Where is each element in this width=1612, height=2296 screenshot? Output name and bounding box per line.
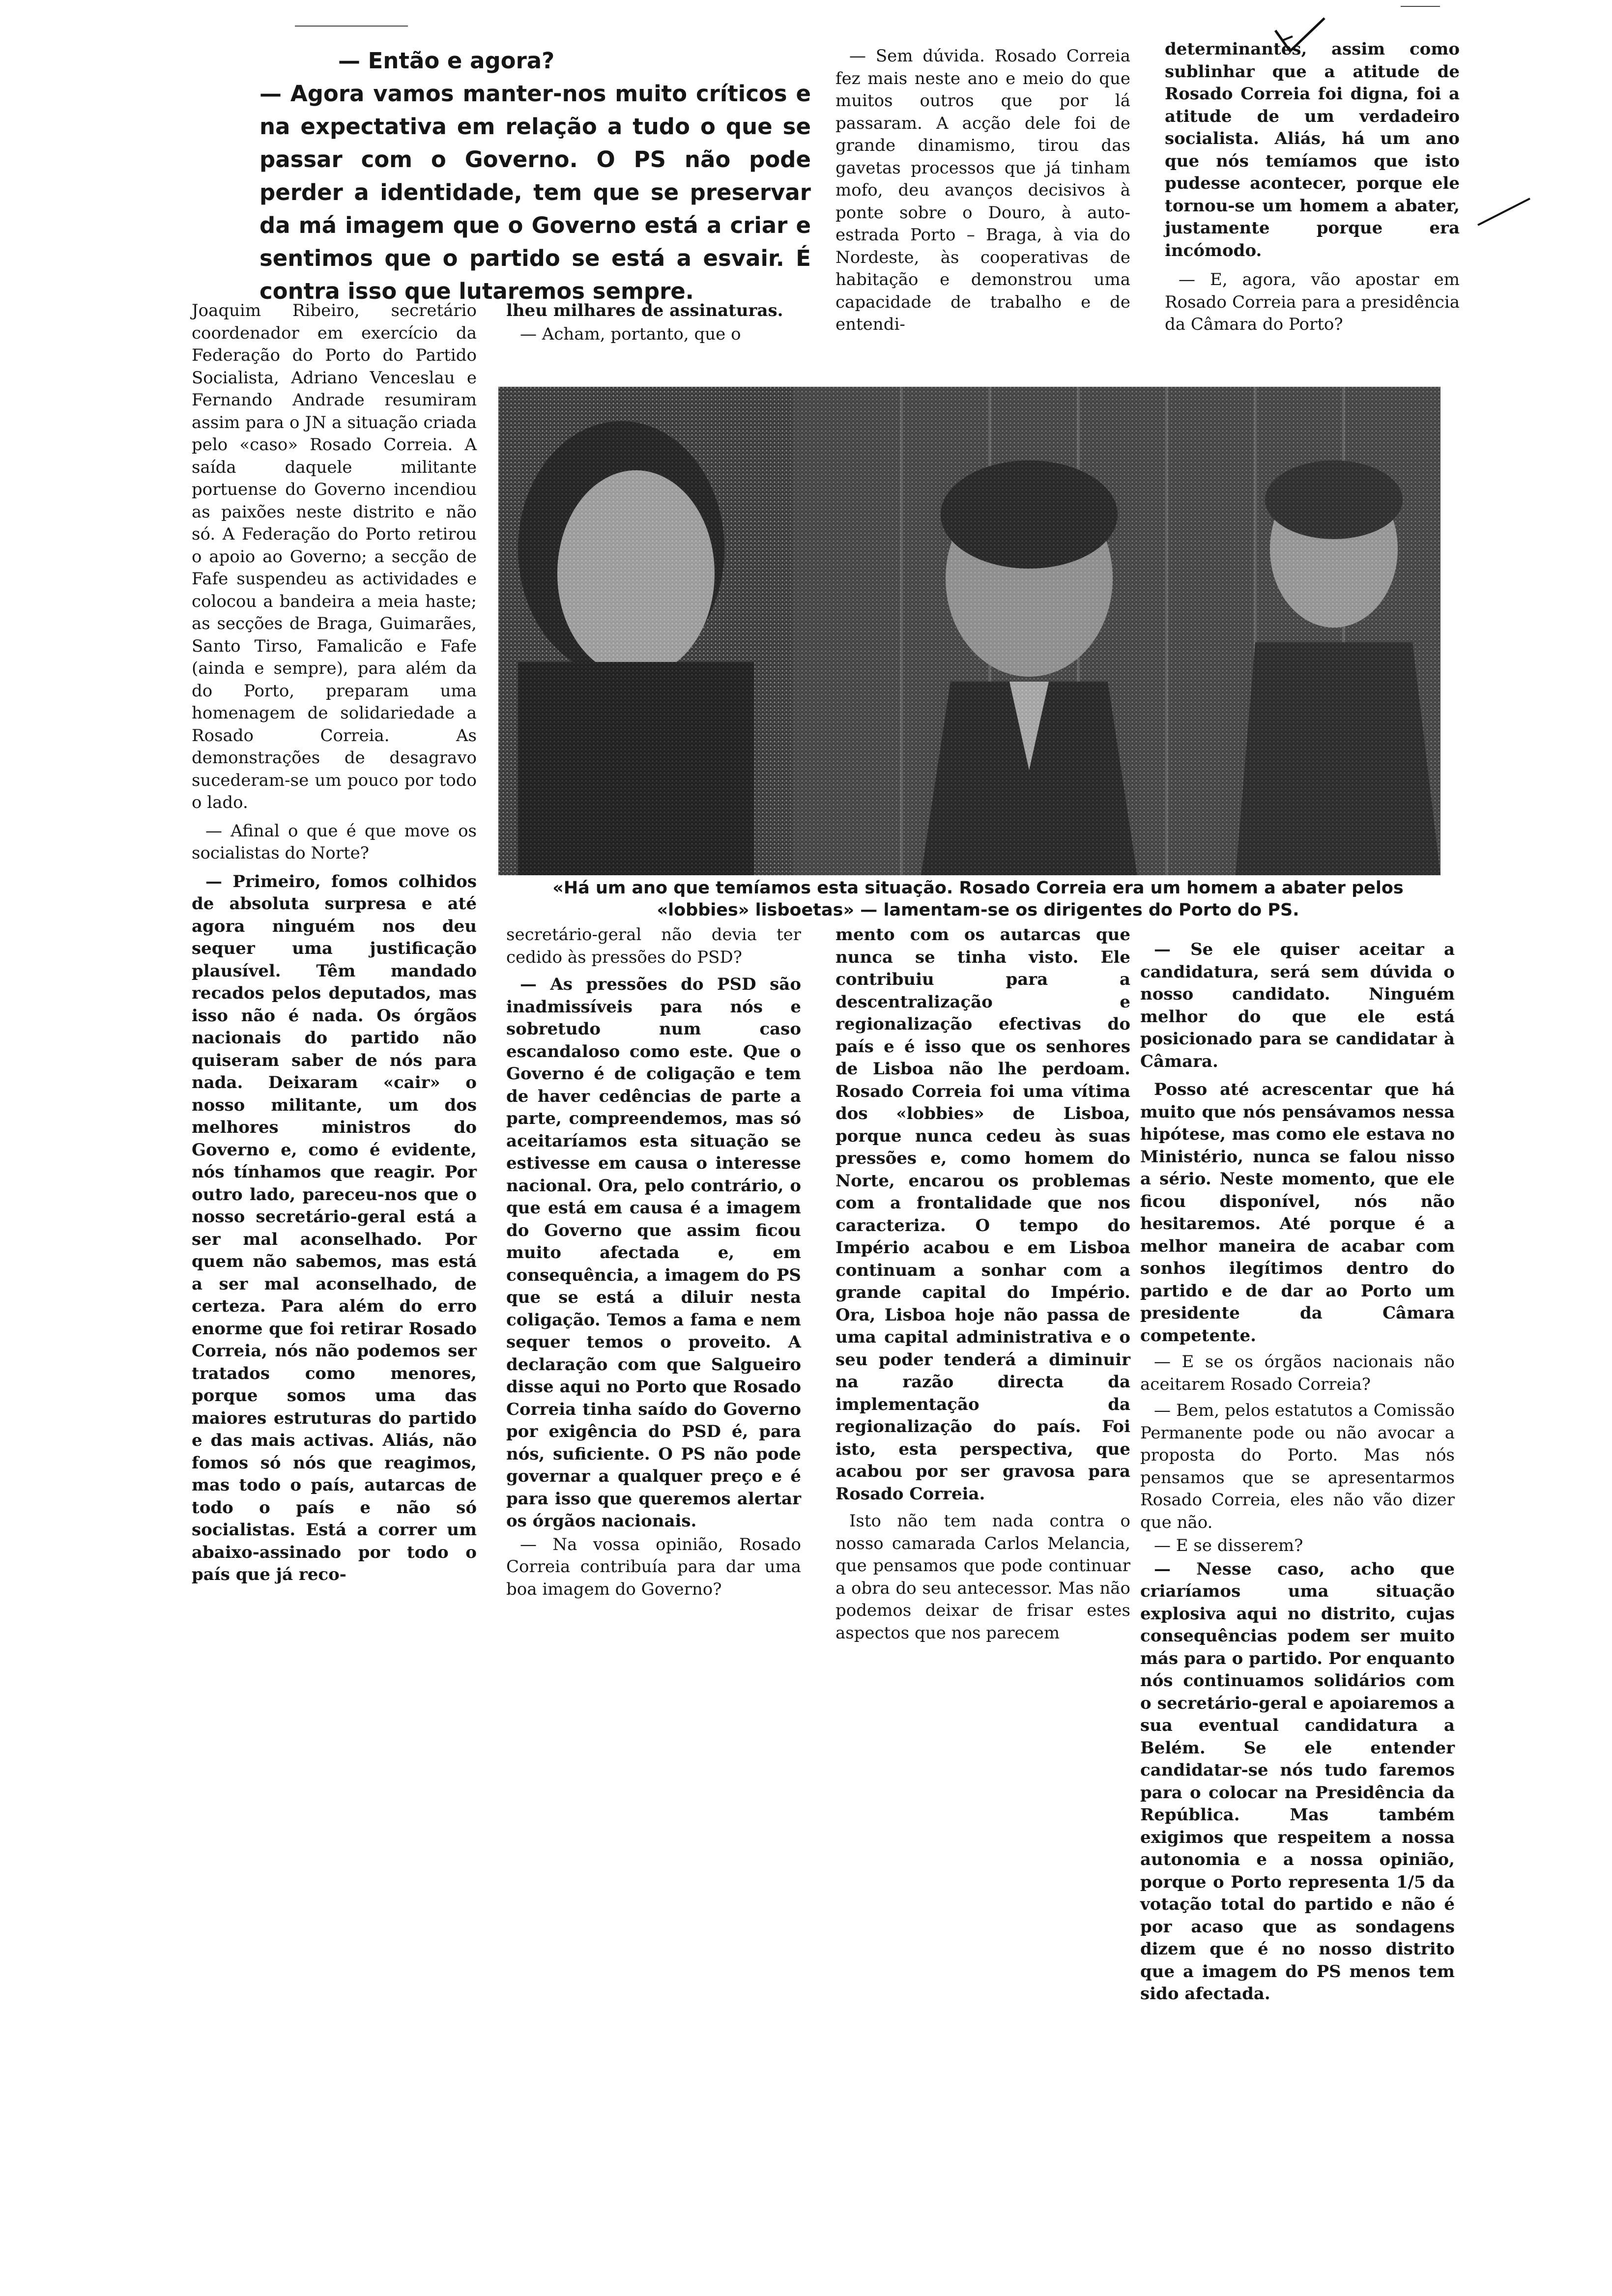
text-fragment: lheu milhares de assinaturas. — [506, 301, 783, 320]
interview-question: secretário-geral não devia ter cedido às pressões do PSD? — [506, 925, 801, 967]
lead-question: — Então e agora? — [338, 48, 555, 74]
interview-answer: — Bem, pelos estatutos a Comissão Permanente pode ou não avocar a proposta do Porto. Mas nós pensamos que se apresentarmos Rosado Correia, eles não vão dizer que não. — [1140, 1401, 1455, 1532]
interview-question: — Afinal o que é que move os socialistas do Norte? — [192, 821, 477, 863]
article-column-2-bottom — [506, 924, 801, 1602]
photo-image — [498, 387, 1440, 875]
article-column-4-bottom — [1140, 939, 1455, 2007]
interview-question: — E se disserem? — [1154, 1536, 1303, 1555]
interview-answer: — Primeiro, fomos colhidos de absoluta surpresa e até agora ninguém nos deu sequer uma justificação plausível. Têm mandado recados pelos deputados, mas isso não é nada. Os órgãos nacionais do partido não quiseram saber de nós para nada. Deixaram «cair» o nosso militante, um dos melhores ministros do Governo e, como é evidente, nós tínhamos que reagir. Por outro lado, pareceu-nos que o nosso secretário-geral está a ser mal aconselhado. Por quem não sabemos, mas está a ser mal aconselhado, de certeza. Para além do erro enorme que foi retirar Rosado Correia, nós não podemos ser tratados como menores, porque somos uma das maiores estruturas do partido e das mais activas. Aliás, não fomos só nós que reagimos, mas todo o país, autarcas de todo o país e não só socialistas. Está a correr um abaixo-assinado por todo o país que já reco- — [192, 871, 477, 1584]
interview-question: — Acham, portanto, que o — [520, 324, 741, 344]
scan-artifact-top — [295, 26, 408, 27]
intro-paragraph: Joaquim Ribeiro, secretário coordenador em exercício da Federação do Porto do Partido Socialista, Adriano Venceslau e Fernando Andrade resumiram assim para o JN a situação criada pelo «caso» Rosado Correia. A saída daquele militante portuense do Governo incendiou as paixões neste distrito e não só. A Federação do Porto retirou o apoio ao Governo; a secção de Fafe suspendeu as actividades e colocou a bandeira a meia haste; as secções de Braga, Guimarães, Santo Tirso, Famalicão e Fafe (ainda e sempre), para além da do Porto, preparam uma homenagem de solidariedade a Rosado Correia. As demonstrações de desagravo sucederam-se um pouco por todo o lado. — [192, 301, 477, 812]
scan-artifact-top-right — [1401, 6, 1440, 7]
article-column-4-top — [1165, 38, 1460, 337]
interview-question: — E se os órgãos nacionais não aceitarem Rosado Correia? — [1140, 1352, 1455, 1394]
interview-answer: — Se ele quiser aceitar a candidatura, será sem dúvida o nosso candidato. Ninguém melhor do que ele está posicionado para se candidatar à Câmara. — [1140, 940, 1455, 1071]
pen-margin-mark — [1477, 197, 1531, 226]
interview-answer: — Nesse caso, acho que criaríamos uma situação explosiva aqui no distrito, cujas consequências podem ser muito más para o partido. Por enquanto nós continuamos solidários com o secretário-geral e apoiaremos a sua eventual candidatura a Belém. Se ele entender candidatar-se nós tudo faremos para o colocar na Presidência da República. Mas também exigimos que respeitem a nossa autonomia e a nossa opinião, porque o Porto representa 1/5 da votação total do partido e não é por acaso que as sondagens dizem que é no nosso distrito que a imagem do PS menos tem sido afectada. — [1140, 1559, 1455, 2004]
interview-answer: — Sem dúvida. Rosado Correia fez mais neste ano e meio do que muitos outros que por lá passaram. A acção dele foi de grande dinamismo, tirou das gavetas processos que já tinham mofo, deu avanços decisivos à ponte sobre o Douro, à auto-estrada Porto – Braga, à via do Nordeste, às cooperativas de habitação e demonstrou uma capacidade de trabalho e de entendi- — [835, 46, 1130, 334]
interview-answer: Posso até acrescentar que há muito que nós pensávamos nessa hipótese, mas como ele estava no Ministério, nunca se falou nisso a sério. Neste momento, que ele ficou disponível, nós não hesitaremos. Até porque é a melhor maneira de acabar com sonhos ilegítimos dentro do partido e de dar ao Porto um presidente da Câmara competente. — [1140, 1080, 1455, 1346]
interview-question: — E, agora, vão apostar em Rosado Correia para a presidência da Câmara do Porto? — [1165, 270, 1460, 334]
lead-answer: — Agora vamos manter-nos muito críticos e na expectativa em relação a tudo o que se passar com o Governo. O PS não pode perder a identidade, tem que se preservar da má imagem que o Governo está a criar e sentimos que o partido se está a esvair. É contra isso que lutaremos sempre. — [259, 81, 811, 304]
lead-qa-block — [259, 44, 811, 308]
article-column-1 — [192, 300, 477, 1587]
news-photo — [498, 387, 1440, 875]
interview-question: — Na vossa opinião, Rosado Correia contribuía para dar uma boa imagem do Governo? — [506, 1534, 801, 1599]
article-column-3-top — [835, 45, 1130, 337]
photo-caption: «Há um ano que temíamos esta situação. Rosado Correia era um homem a abater pelos «lobbies» lisboetas» — lamentam-se os dirigentes do Porto do PS. — [552, 878, 1404, 920]
interview-answer: — As pressões do PSD são inadmissíveis para nós e sobretudo num caso escandaloso como este. Que o Governo é de coligação e tem de haver cedências de parte a parte, compreendemos, mas só aceitaríamos esta situação se estivesse em causa o interesse nacional. Ora, pelo contrário, o que está em causa é a imagem do Governo que assim ficou muito afectada e, em consequência, a imagem do PS que se está a diluir nesta coligação. Temos a fama e nem sequer temos o proveito. A declaração com que Salgueiro disse aqui no Porto que Rosado Correia tinha saído do Governo por exigência do PSD é, para nós, suficiente. O PS não pode governar a qualquer preço e é para isso que queremos alertar os órgãos nacionais. — [506, 975, 801, 1531]
article-column-3-bottom — [835, 924, 1130, 1645]
interview-answer: determinantes, assim como sublinhar que a atitude de Rosado Correia foi digna, foi a atitude de um verdadeiro socialista. Aliás, há um ano que nós temíamos que isto pudesse acontecer, porque ele tornou-se um homem a abater, justamente porque era incómodo. — [1165, 39, 1460, 260]
interview-answer: mento com os autarcas que nunca se tinha visto. Ele contribuiu para a descentralização e regionalização efectivas do país e é isso que os senhores de Lisboa não lhe perdoam. Rosado Correia foi uma vítima dos «lobbies» de Lisboa, porque nunca cedeu às suas pressões e, como homem do Norte, encarou os problemas com a frontalidade que nos caracteriza. O tempo do Império acabou e em Lisboa continuam a sonhar com a grande capital do Império. Ora, Lisboa hoje não passa de uma capital administrativa e o seu poder tenderá a diminuir na razão directa da implementação da regionalização do país. Foi isto, esta perspectiva, que acabou por ser gravosa para Rosado Correia. — [835, 925, 1130, 1504]
article-column-2-top — [506, 300, 801, 346]
interview-answer: Isto não tem nada contra o nosso camarada Carlos Melancia, que pensamos que pode continuar a obra do seu antecessor. Mas não podemos deixar de frisar estes aspectos que nos parecem — [835, 1511, 1130, 1643]
